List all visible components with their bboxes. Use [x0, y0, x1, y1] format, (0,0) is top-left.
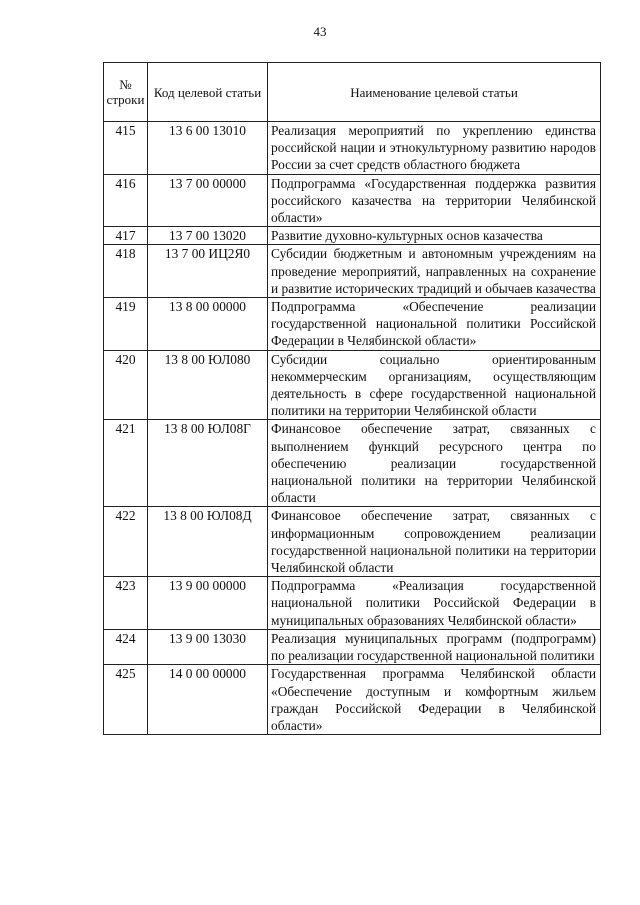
row-number: 422 [104, 507, 148, 577]
article-name: Субсидии социально ориентированным некоммерческим организациям, осуществляющим деятельность в сфере государственной национальной политики на территории Челябинской области [268, 350, 601, 420]
article-name: Реализация муниципальных программ (подпрограмм) по реализации государственной национальной политики [268, 629, 601, 664]
table-row [104, 298, 601, 351]
page-number: 43 [313, 24, 327, 39]
row-number: 416 [104, 174, 148, 227]
table-row [104, 227, 601, 245]
row-number: 418 [104, 245, 148, 298]
header-article-code: Код целевой статьи [148, 63, 268, 122]
row-number: 415 [104, 122, 148, 175]
header-article-name: Наименование целевой статьи [268, 63, 601, 122]
row-number: 421 [104, 420, 148, 507]
article-code: 13 9 00 00000 [148, 577, 268, 630]
article-name: Развитие духовно-культурных основ казачества [268, 227, 601, 245]
row-number: 419 [104, 298, 148, 351]
article-code: 13 7 00 ИЦ2Я0 [148, 245, 268, 298]
table-row [104, 629, 601, 664]
table-row [104, 665, 601, 735]
article-name: Финансовое обеспечение затрат, связанных с информационным сопровождением реализации государственной национальной политики на территории Челябинской области [268, 507, 601, 577]
table-row [104, 420, 601, 507]
article-code: 14 0 00 00000 [148, 665, 268, 735]
article-code: 13 8 00 ЮЛ08Д [148, 507, 268, 577]
article-code: 13 7 00 00000 [148, 174, 268, 227]
table-row [104, 577, 601, 630]
table-row [104, 122, 601, 175]
header-row-number: № строки [104, 63, 148, 122]
article-code: 13 6 00 13010 [148, 122, 268, 175]
article-name: Субсидии бюджетным и автономным учреждениям на проведение мероприятий, направленных на сохранение и развитие исторических традиций и обычаев казачества [268, 245, 601, 298]
table-row [104, 174, 601, 227]
article-code: 13 7 00 13020 [148, 227, 268, 245]
table-row [104, 350, 601, 420]
article-code: 13 9 00 13030 [148, 629, 268, 664]
article-code: 13 8 00 ЮЛ08Г [148, 420, 268, 507]
article-code: 13 8 00 ЮЛ080 [148, 350, 268, 420]
article-name: Подпрограмма «Государственная поддержка развития российского казачества на территории Челябинской области» [268, 174, 601, 227]
table-row [104, 245, 601, 298]
article-name: Подпрограмма «Обеспечение реализации государственной национальной политики Российской Федерации в Челябинской области» [268, 298, 601, 351]
article-name: Государственная программа Челябинской области «Обеспечение доступным и комфортным жильем граждан Российской Федерации в Челябинской области» [268, 665, 601, 735]
row-number: 424 [104, 629, 148, 664]
article-name: Подпрограмма «Реализация государственной национальной политики Российской Федерации в муниципальных образованиях Челябинской области» [268, 577, 601, 630]
table-row [104, 507, 601, 577]
table-header-row [104, 63, 601, 122]
article-name: Реализация мероприятий по укреплению единства российской нации и этнокультурному развитию народов России за счет средств областного бюджета [268, 122, 601, 175]
row-number: 420 [104, 350, 148, 420]
article-name: Финансовое обеспечение затрат, связанных с выполнением функций ресурсного центра по обеспечению реализации государственной национальной политики на территории Челябинской области [268, 420, 601, 507]
row-number: 417 [104, 227, 148, 245]
row-number: 425 [104, 665, 148, 735]
row-number: 423 [104, 577, 148, 630]
article-code: 13 8 00 00000 [148, 298, 268, 351]
budget-article-table [103, 62, 601, 735]
